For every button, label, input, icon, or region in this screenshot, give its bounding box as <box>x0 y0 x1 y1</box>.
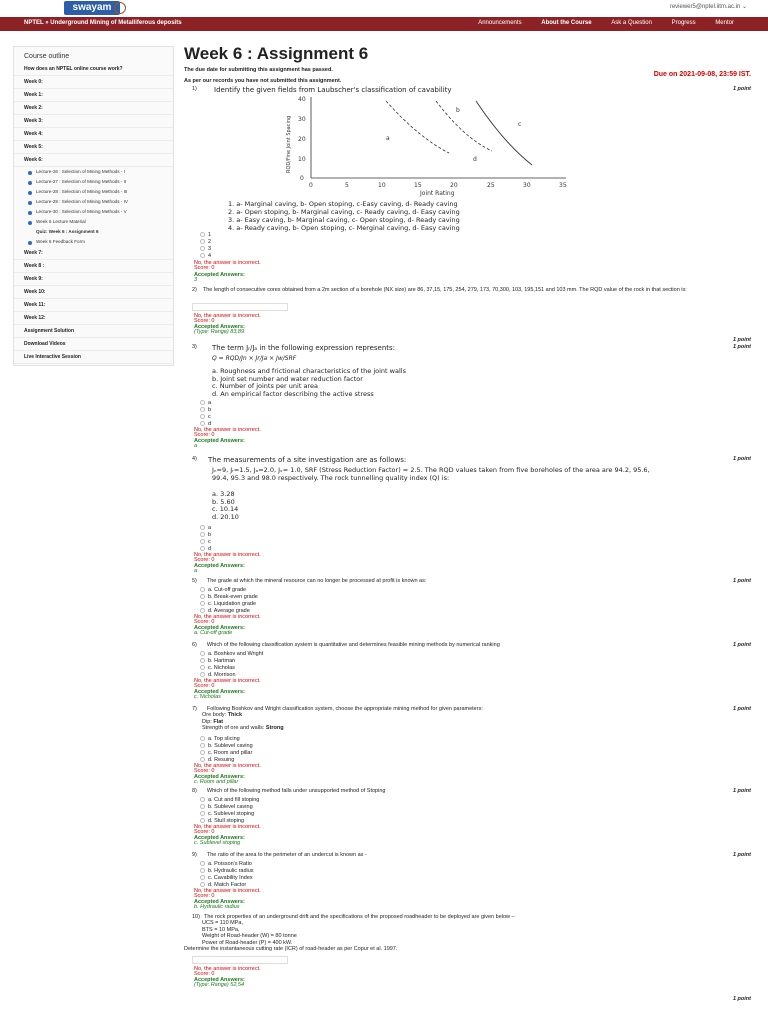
option-radio[interactable]: a. Poisson's Ratio <box>200 861 252 867</box>
question-1-choices <box>228 200 460 232</box>
radio-icon <box>200 414 205 419</box>
option-radio[interactable]: c <box>200 539 211 545</box>
chevron-down-icon: ⌄ <box>741 4 747 10</box>
q-formula: Q = RQD/Jn × Jr/Ja × Jw/SRF <box>212 355 297 362</box>
y-tick: 10 <box>298 156 306 163</box>
y-tick: 40 <box>298 96 306 103</box>
sidebar-item-week1[interactable]: Week 1: <box>14 89 173 102</box>
incorrect-feedback: No, the answer is incorrect. Score: 0 <box>194 614 261 625</box>
question-number: 4) <box>192 456 197 462</box>
x-axis-label: Joint Rating <box>420 190 455 197</box>
boundary-line-3 <box>476 101 532 165</box>
page-title: Week 6 : Assignment 6 <box>184 44 369 63</box>
radio-icon <box>200 587 205 592</box>
x-tick: 25 <box>487 182 495 189</box>
field-label-c: c <box>518 121 522 128</box>
points-label: 1 point <box>732 337 751 343</box>
option-radio[interactable]: b. Sublevel caving <box>200 743 253 749</box>
incorrect-feedback: No, the answer is incorrect. Score: 0 <box>194 552 261 563</box>
radio-icon <box>200 875 205 880</box>
nav-progress[interactable]: Progress <box>671 20 696 26</box>
field-label-d: d <box>473 156 477 163</box>
option-radio[interactable]: d. Resuing <box>200 757 234 763</box>
question-text: 5) The grade at which the mineral resource can no longer be processed at profit is known as: <box>192 578 427 584</box>
accepted-answers-label: Accepted Answers: <box>194 899 245 905</box>
choice-text: 4. a- Ready caving, b- Open stoping, c- Merginal caving, d- Easy caving <box>228 224 460 232</box>
not-submitted-note: As per our records you have not submitted this assignment. <box>184 78 342 84</box>
accepted-answer: a <box>194 568 198 574</box>
radio-icon <box>200 736 205 741</box>
option-radio[interactable]: 1 <box>200 232 211 238</box>
sidebar-item-how-works[interactable]: How does an NPTEL online course work? <box>14 63 173 76</box>
choice-text: c. Number of joints per unit area <box>212 382 318 390</box>
points-label: 1 point <box>732 706 751 712</box>
sidebar-lecture-30[interactable]: Lecture-30 : Selection of Mining Methods - V <box>14 207 173 217</box>
question-4-choices <box>212 491 239 521</box>
radio-icon <box>200 539 205 544</box>
field-label-b: b <box>456 107 460 114</box>
accepted-answer: c. Sublevel stoping <box>194 840 241 846</box>
accepted-answers-label: Accepted Answers: <box>194 272 245 278</box>
radio-icon <box>200 743 205 748</box>
question-title: The term Jᵣ/Jₐ in the following expression represents: <box>212 344 396 352</box>
option-radio[interactable]: b <box>200 407 211 413</box>
swayam-logo[interactable]: swayam <box>64 1 120 15</box>
accepted-answers-label: Accepted Answers: <box>194 689 245 695</box>
radio-icon <box>200 672 205 677</box>
incorrect-feedback: No, the answer is incorrect. Score: 0 <box>194 313 261 324</box>
option-radio[interactable]: d. Average grade <box>200 608 250 614</box>
radio-icon <box>200 757 205 762</box>
choice-text: d. 20.10 <box>212 512 239 521</box>
y-tick: 20 <box>298 136 306 143</box>
points-label: 1 point <box>732 86 751 92</box>
choice-text: a. 3.28 <box>212 490 235 498</box>
question-text: 9) The ratio of the area to the perimeter of an undercut is known as - <box>192 852 367 858</box>
accepted-answers-label: Accepted Answers: <box>194 835 245 841</box>
radio-icon <box>200 818 205 823</box>
option-radio[interactable]: a. Cut-off grade <box>200 587 246 593</box>
sidebar-item-week11[interactable]: Week 11: <box>14 299 173 312</box>
sidebar-item-assignment-solution[interactable]: Assignment Solution <box>14 325 173 338</box>
question-text: 10) The rock properties of an underground drift and the specifications of the proposed roadheader to be deployed are given below – <box>192 914 515 920</box>
points-label: 1 point <box>732 642 751 648</box>
points-label: 1 point <box>732 852 751 858</box>
sidebar-item-week6[interactable]: Week 6: <box>14 154 173 167</box>
x-tick: 30 <box>523 182 531 189</box>
sidebar-item-week7[interactable]: Week 7: <box>14 247 173 260</box>
option-radio[interactable]: b. Hydraulic radius <box>200 868 254 874</box>
option-radio[interactable]: c. Nicholas <box>200 665 235 671</box>
accepted-answers-label: Accepted Answers: <box>194 324 245 330</box>
radio-icon <box>200 665 205 670</box>
option-radio[interactable]: d <box>200 546 211 552</box>
sidebar-item-download-videos[interactable]: Download Videos <box>14 338 173 351</box>
sidebar-lecture-27[interactable]: Lecture-27 : Selection of Mining Methods - II <box>14 177 173 187</box>
radio-icon <box>200 658 205 663</box>
incorrect-feedback: No, the answer is incorrect. Score: 0 <box>194 260 261 271</box>
accepted-answer: 3 <box>194 277 198 283</box>
option-radio[interactable]: c. Liquidation grade <box>200 601 256 607</box>
option-radio[interactable]: c. Cavability Index <box>200 875 253 881</box>
incorrect-feedback: No, the answer is incorrect. Score: 0 <box>194 763 261 774</box>
sidebar-item-week0[interactable]: Week 0: <box>14 76 173 89</box>
option-radio[interactable]: b <box>200 532 211 538</box>
sidebar-item-week12[interactable]: Week 12: <box>14 312 173 325</box>
option-radio[interactable]: 3 <box>200 246 211 252</box>
question-title: Identify the given fields from Laubscher's classification of cavability <box>214 86 452 94</box>
radio-icon <box>200 750 205 755</box>
radio-icon <box>200 651 205 656</box>
sidebar-feedback-form[interactable]: Week 6 Feedback Form <box>14 237 173 247</box>
choice-text: 3. a- Easy caving, b- Marginal caving, c- Open stoping, d- Ready caving <box>228 216 460 224</box>
y-tick: 0 <box>300 175 304 182</box>
radio-icon <box>200 804 205 809</box>
radio-icon <box>200 232 205 237</box>
choice-text: d. An empirical factor describing the active stress <box>212 389 374 398</box>
accepted-answer: (Type: Range) 52,54 <box>194 982 245 988</box>
question-3-choices <box>212 368 406 398</box>
field-label-a: a <box>386 135 390 142</box>
option-radio[interactable]: c <box>200 414 211 420</box>
nav-links <box>460 20 734 26</box>
nav-ask-question[interactable]: Ask a Question <box>611 20 652 26</box>
radio-icon <box>200 868 205 873</box>
points-label: 1 point <box>732 996 751 1002</box>
incorrect-feedback: No, the answer is incorrect. Score: 0 <box>194 888 261 899</box>
question-7-params: Ore body: Thick Dip: Flat Strength of ore and walls: Strong <box>202 712 284 731</box>
x-tick: 35 <box>559 182 567 189</box>
course-navbar <box>0 17 768 31</box>
radio-icon <box>200 525 205 530</box>
breadcrumb[interactable]: NPTEL » Underground Mining of Metalliferous deposits <box>24 20 182 26</box>
boundary-line-1 <box>386 101 449 153</box>
question-text: 8) Which of the following method falls under unsupported method of Stoping <box>192 788 386 794</box>
choice-text: b. 5.60 <box>212 497 235 506</box>
assignment-main <box>184 44 754 1002</box>
sidebar-item-week3[interactable]: Week 3: <box>14 115 173 128</box>
question-text: 7) Following Boshkov and Wright classification system, choose the appropriate mining method for given parameters: <box>192 706 483 712</box>
accepted-answers-label: Accepted Answers: <box>194 977 245 983</box>
sidebar-quiz-assignment6[interactable]: Quiz: Week 6 : Assignment 6 <box>36 229 99 234</box>
course-outline-sidebar <box>13 46 174 366</box>
option-radio[interactable]: a. Cut and fill stoping <box>200 797 259 803</box>
radio-icon <box>200 811 205 816</box>
sidebar-item-live-session[interactable]: Live Interactive Session <box>14 351 173 364</box>
option-radio[interactable]: 4 <box>200 253 211 259</box>
question-10-specs: UCS = 110 MPa, BTS = 10 MPa, Weight of Road-header (W) = 80 tonne Power of Road-header (P) = 400 kW. <box>202 920 297 946</box>
option-radio[interactable]: b. Break-even grade <box>200 594 258 600</box>
choice-text: b. Joint set number and water reduction factor <box>212 374 363 383</box>
accepted-answer: (Type: Range) 83,89 <box>194 329 245 335</box>
radio-icon <box>200 400 205 405</box>
option-radio[interactable]: d. Morrison <box>200 672 236 678</box>
x-tick: 20 <box>450 182 458 189</box>
due-date: Due on 2021-09-08, 23:59 IST. <box>653 71 751 78</box>
nav-announcements[interactable]: Announcements <box>478 20 522 26</box>
radio-icon <box>200 797 205 802</box>
due-passed-note: The due date for submitting this assignment has passed. <box>184 67 333 73</box>
incorrect-feedback: No, the answer is incorrect. Score: 0 <box>194 966 261 977</box>
sidebar-lecture-28[interactable]: Lecture-28 : Selection of Mining Methods - III <box>14 187 173 197</box>
nav-mentor[interactable]: Mentor <box>715 20 734 26</box>
option-radio[interactable]: c. Sublevel stoping <box>200 811 254 817</box>
sidebar-title: Course outline <box>24 53 70 60</box>
question-text: 2) The length of consecutive cores obtained from a 2m section of a borehole (NX size) are 86, 37,15, 175, 254, 279, 173, 70,300, 103, 195,151 and 103 mm. The RQD value of the rock in that section is: <box>192 287 687 293</box>
sidebar-item-week4[interactable]: Week 4: <box>14 128 173 141</box>
accepted-answers-label: Accepted Answers: <box>194 438 245 444</box>
question-body: Jₙ=9, Jᵣ=1.5, Jₐ=2.0, Jᵥ= 1.0, SRF (Stress Reduction Factor) = 2.5. The RQD values taken from five boreholes of the area are 94.2, 95.6, 99.4, 95.3 and 98.0 respectively. The rock tunnelling quality index (Q) is: <box>212 466 650 482</box>
option-radio[interactable]: a <box>200 525 211 531</box>
option-radio[interactable]: d. Stull stoping <box>200 818 244 824</box>
radio-icon <box>200 601 205 606</box>
y-axis-label: RQD/Fine Joint Spacing <box>286 115 292 173</box>
sidebar-item-week10[interactable]: Week 10: <box>14 286 173 299</box>
answer-input[interactable] <box>192 303 288 311</box>
sidebar-lecture-29[interactable]: Lecture-29 : Selection of Mining Methods - IV <box>14 197 173 207</box>
radio-icon <box>200 608 205 613</box>
option-radio[interactable]: a. Boshkov and Wright <box>200 651 263 657</box>
y-tick: 30 <box>298 116 306 123</box>
answer-input[interactable] <box>192 956 288 964</box>
sidebar-item-week9[interactable]: Week 9: <box>14 273 173 286</box>
points-label: 1 point <box>732 344 751 350</box>
radio-icon <box>200 246 205 251</box>
option-radio[interactable]: a. Top slicing <box>200 736 240 742</box>
radio-icon <box>200 407 205 412</box>
laubscher-chart <box>214 93 604 201</box>
question-text: 6) Which of the following classification system is quantitative and determines feasible mining methods by numerical ranking <box>192 642 500 648</box>
accepted-answers-label: Accepted Answers: <box>194 774 245 780</box>
question-title: The measurements of a site investigation are as follows: <box>208 456 407 464</box>
nav-about-course[interactable]: About the Course <box>541 20 592 26</box>
boundary-line-2 <box>436 101 492 151</box>
accepted-answers-label: Accepted Answers: <box>194 563 245 569</box>
option-radio[interactable]: b. Hartman <box>200 658 235 664</box>
accepted-answer: a. Cut-off grade <box>194 630 233 636</box>
x-tick: 15 <box>414 182 422 189</box>
points-label: 1 point <box>732 578 751 584</box>
choice-text: a. Roughness and frictional characteristics of the joint walls <box>212 367 406 375</box>
incorrect-feedback: No, the answer is incorrect. Score: 0 <box>194 678 261 689</box>
option-radio[interactable]: b. Sublevel caving <box>200 804 253 810</box>
points-label: 1 point <box>732 788 751 794</box>
institute-seal-icon <box>114 2 126 14</box>
option-radio[interactable]: c. Room and pillar <box>200 750 252 756</box>
sidebar-item-week2[interactable]: Week 2: <box>14 102 173 115</box>
choice-text: 2. a- Open stoping, b- Marginal caving, c- Ready caving, d- Easy caving <box>228 208 460 216</box>
sidebar-item-week5[interactable]: Week 5: <box>14 141 173 154</box>
option-radio[interactable]: 2 <box>200 239 211 245</box>
radio-icon <box>200 239 205 244</box>
x-tick: 10 <box>378 182 386 189</box>
points-label: 1 point <box>732 456 751 462</box>
option-radio[interactable]: d. Match Factor <box>200 882 246 888</box>
option-radio[interactable]: a <box>200 400 211 406</box>
incorrect-feedback: No, the answer is incorrect. Score: 0 <box>194 427 261 438</box>
radio-icon <box>200 882 205 887</box>
question-4-image <box>202 456 662 522</box>
radio-icon <box>200 546 205 551</box>
accepted-answer: b. Hydraulic radius <box>194 904 240 910</box>
question-number: 1) <box>192 86 197 92</box>
sidebar-item-week8[interactable]: Week 8 : <box>14 260 173 273</box>
accepted-answers-label: Accepted Answers: <box>194 625 245 631</box>
radio-icon <box>200 253 205 258</box>
option-radio[interactable]: d <box>200 421 211 427</box>
x-tick: 0 <box>309 182 313 189</box>
accepted-answer: a <box>194 443 198 449</box>
accepted-answer: c. Nicholas <box>194 694 221 700</box>
user-menu[interactable]: reviewer5@nptel.iitm.ac.in ⌄ <box>669 4 747 10</box>
accepted-answer: c. Room and pillar <box>194 779 239 785</box>
choice-text: 1. a- Marginal caving, b- Open stoping, c-Easy caving, d- Ready caving <box>228 200 458 208</box>
question-3-image <box>202 344 502 398</box>
top-bar <box>0 0 768 16</box>
radio-icon <box>200 594 205 599</box>
question-10-ask: Determine the instantaneous cutting rate (ICR) of road-header as per Copur et al. 1997. <box>184 946 398 952</box>
question-number: 3) <box>192 344 197 350</box>
radio-icon <box>200 421 205 426</box>
sidebar-lecture-26[interactable]: Lecture-26 : Selection of Mining Methods - I <box>14 167 173 177</box>
x-tick: 5 <box>345 182 349 189</box>
radio-icon <box>200 532 205 537</box>
incorrect-feedback: No, the answer is incorrect. Score: 0 <box>194 824 261 835</box>
question-1-image <box>214 86 604 232</box>
sidebar-lecture-material[interactable]: Week 6 Lecture Material <box>14 217 173 227</box>
choice-text: c. 10.14 <box>212 505 239 513</box>
radio-icon <box>200 861 205 866</box>
